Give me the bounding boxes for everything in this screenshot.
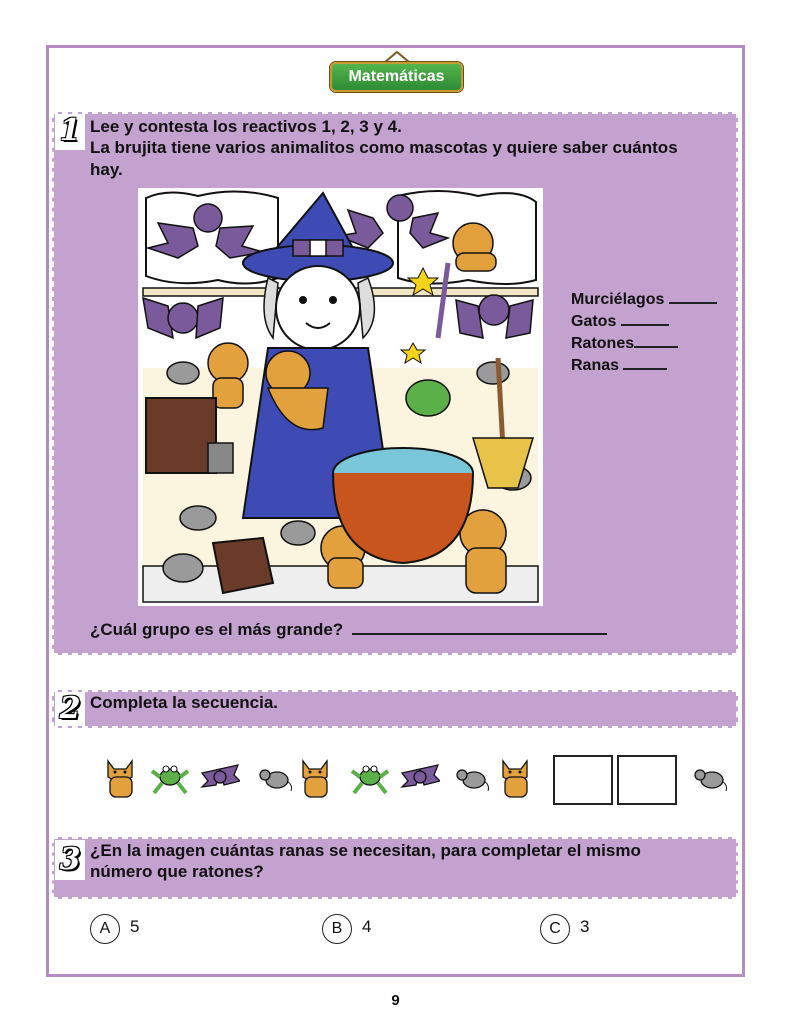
option-c-value: 3 (580, 917, 590, 936)
question-2-number: 2 (59, 691, 81, 726)
subject-badge: Matemáticas (330, 62, 463, 92)
bat-icon (400, 755, 440, 800)
witch-scene-illustration (138, 188, 543, 606)
option-a-letter[interactable]: A (90, 914, 120, 944)
count-label: Ranas (571, 357, 620, 374)
count-label: Murciélagos (571, 291, 665, 308)
option-c-letter[interactable]: C (540, 914, 570, 944)
option-b-value: 4 (362, 917, 372, 936)
count-row-cats (571, 311, 717, 333)
pet-count-list (571, 289, 717, 377)
count-row-mice (571, 333, 717, 355)
cat-icon (100, 755, 140, 800)
question-3-text-line1: ¿En la imagen cuántas ranas se necesitan, para completar el mismo (90, 841, 641, 860)
count-row-bats (571, 289, 717, 311)
cat-icon (295, 755, 335, 800)
question-2-text: Completa la secuencia. (90, 693, 279, 712)
sequence-answer-box[interactable] (553, 755, 613, 805)
largest-group-answer-line[interactable] (352, 621, 607, 635)
question-3-text-line2: número que ratones? (90, 862, 264, 881)
sequence-answer-box[interactable] (617, 755, 677, 805)
frog-icon (150, 755, 190, 800)
question-1-instruction: Lee y contesta los reactivos 1, 2, 3 y 4. (90, 117, 402, 136)
bat-icon (200, 755, 240, 800)
count-answer-line[interactable] (634, 334, 678, 348)
count-answer-line[interactable] (669, 290, 717, 304)
count-label: Ratones (571, 335, 635, 352)
page-number: 9 (391, 992, 400, 1009)
largest-group-question (90, 619, 607, 641)
option-a-value: 5 (130, 917, 140, 936)
frog-icon (350, 755, 390, 800)
mouse-icon (255, 755, 295, 800)
question-1-text-line3: hay. (90, 160, 123, 179)
sequence-row (100, 755, 730, 810)
largest-group-question-text: ¿Cuál grupo es el más grande? (90, 620, 344, 639)
count-label: Gatos (571, 313, 617, 330)
count-row-frogs (571, 355, 717, 377)
option-b-letter[interactable]: B (322, 914, 352, 944)
count-answer-line[interactable] (621, 312, 669, 326)
mouse-icon (690, 755, 730, 800)
count-answer-line[interactable] (623, 356, 667, 370)
question-1-text-line2: La brujita tiene varios animalitos como mascotas y quiere saber cuántos (90, 138, 678, 157)
question-3-number: 3 (59, 842, 81, 877)
mouse-icon (452, 755, 492, 800)
cat-icon (495, 755, 535, 800)
question-1-number: 1 (59, 113, 81, 148)
